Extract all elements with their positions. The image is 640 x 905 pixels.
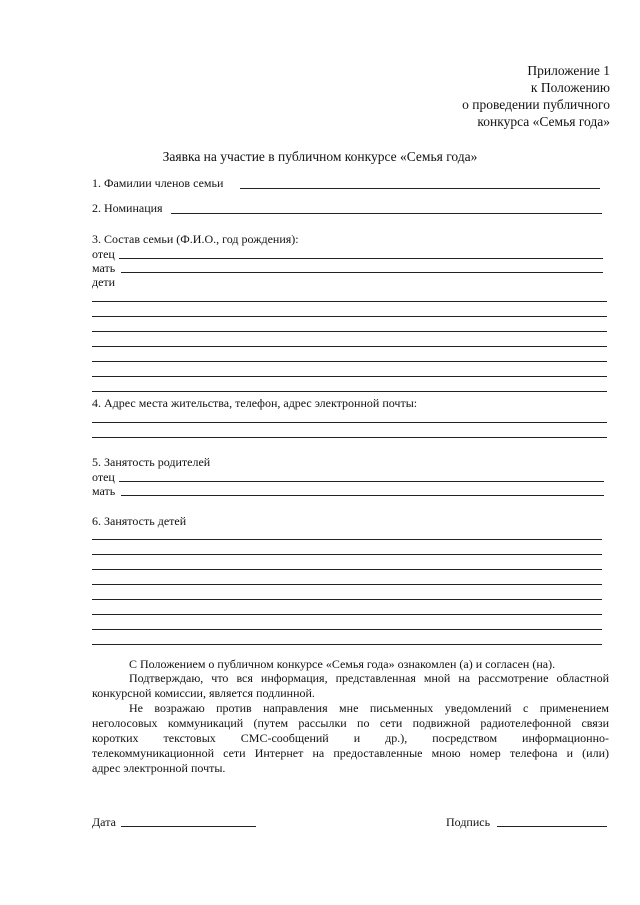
children-field-line[interactable] — [92, 316, 607, 317]
consent-line1: Не возражаю против направления мне письменных уведомлений с применением — [129, 701, 609, 715]
children-label: дети — [92, 275, 116, 289]
regulation-acknowledgement: С Положением о публичном конкурсе «Семья года» ознакомлен (а) и согласен (на). — [129, 657, 556, 671]
children-employment-line[interactable] — [92, 584, 602, 585]
appendix-ref-line2: о проведении публичного — [462, 97, 610, 112]
confirmation-line2: конкурсной комиссии, является подлинной. — [92, 686, 315, 700]
children-field-line[interactable] — [92, 391, 607, 392]
children-employment-line[interactable] — [92, 629, 602, 630]
father-field[interactable] — [119, 258, 603, 259]
appendix-number: Приложение 1 — [527, 63, 610, 78]
children-field-line[interactable] — [92, 361, 607, 362]
children-employment-line[interactable] — [92, 539, 602, 540]
children-field-line[interactable] — [92, 301, 607, 302]
consent-line5: адрес электронной почты. — [92, 761, 226, 775]
children-employment-line[interactable] — [92, 599, 602, 600]
mother-label: мать — [92, 261, 116, 275]
nomination-label: 2. Номинация — [92, 201, 163, 215]
address-field-line[interactable] — [92, 422, 607, 423]
children-employment-line[interactable] — [92, 644, 602, 645]
confirmation-line1: Подтверждаю, что вся информация, представленная мной на рассмотрение областной — [129, 671, 609, 685]
date-label: Дата — [92, 815, 116, 829]
father-employment-label: отец — [92, 470, 115, 484]
signature-label: Подпись — [446, 815, 491, 829]
children-employment-line[interactable] — [92, 554, 602, 555]
children-employment-line[interactable] — [92, 569, 602, 570]
children-field-line[interactable] — [92, 376, 607, 377]
consent-line3: коротких текстовых СМС-сообщений и др.), посредством информационно- — [92, 731, 609, 745]
mother-employment-field[interactable] — [121, 495, 604, 496]
date-field[interactable] — [121, 826, 256, 827]
children-field-line[interactable] — [92, 346, 607, 347]
appendix-ref-line3: конкурса «Семья года» — [477, 114, 610, 129]
family-composition-label: 3. Состав семьи (Ф.И.О., год рождения): — [92, 232, 299, 246]
mother-employment-label: мать — [92, 484, 116, 498]
mother-field[interactable] — [121, 272, 603, 273]
consent-line4: телекоммуникационной сети Интернет на предоставленные мною номер телефона и (или) — [92, 746, 609, 760]
form-title: Заявка на участие в публичном конкурсе «Семья года» — [162, 149, 478, 164]
children-field-line[interactable] — [92, 331, 607, 332]
signature-field[interactable] — [497, 826, 607, 827]
parents-employment-label: 5. Занятость родителей — [92, 455, 211, 469]
consent-line2: неголосовых коммуникаций (путем рассылки по сети подвижной радиотелефонной связи — [92, 716, 609, 730]
appendix-ref: к Положению — [530, 80, 610, 95]
address-label: 4. Адрес места жительства, телефон, адрес электронной почты: — [92, 396, 418, 410]
nomination-field[interactable] — [171, 213, 602, 214]
children-employment-line[interactable] — [92, 614, 602, 615]
father-label: отец — [92, 247, 115, 261]
children-employment-label: 6. Занятость детей — [92, 514, 187, 528]
family-surnames-field[interactable] — [240, 188, 600, 189]
address-field-line[interactable] — [92, 437, 607, 438]
father-employment-field[interactable] — [119, 481, 604, 482]
family-surnames-label: 1. Фамилии членов семьи — [92, 176, 224, 190]
